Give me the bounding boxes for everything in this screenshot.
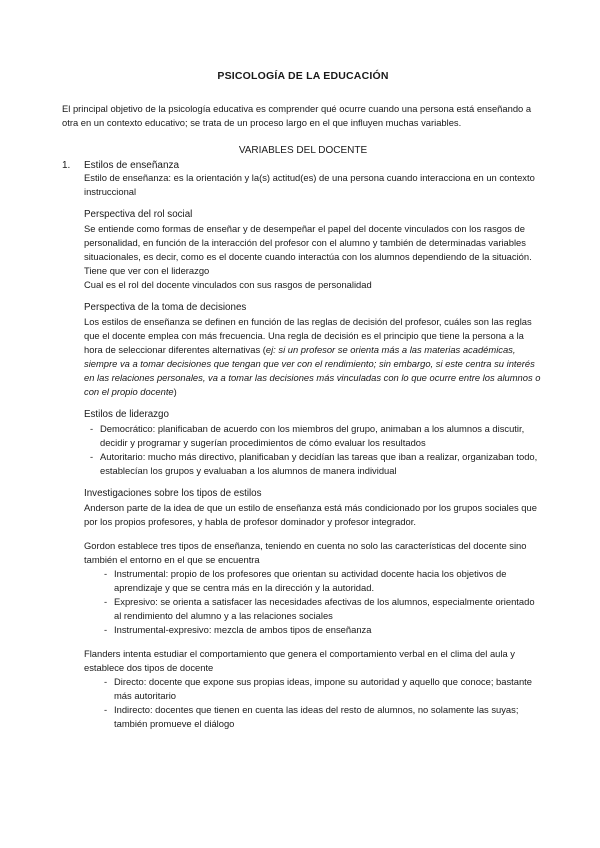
section-heading: VARIABLES DEL DOCENTE (238, 145, 368, 156)
list-item: - Instrumental: propio de los profesores que orientan su actividad docente hacia los objetivos de aprendizaje y que se centra más en la dirección y la autoridad. (104, 567, 544, 595)
leadership-list (84, 422, 544, 478)
item-title: Estilos de enseñanza (84, 160, 180, 171)
social-role-heading: Perspectiva del rol social (84, 209, 193, 220)
definition-paragraph: Estilo de enseñanza: es la orientación y la(s) actitud(es) de una persona cuando interacciona en un contexto instruccional (84, 172, 535, 197)
decision-close: ) (173, 386, 177, 397)
leadership-heading: Estilos de liderazgo (84, 409, 169, 420)
decision-example: ej: si un profesor se orienta más a las materias académicas, siempre va a tomar decisiones que tengan que ver con el rendimiento; sin embargo, si este centra su interés en las relaciones personales, va a tomar las decisiones más vinculadas con lo que ocurre entre los alumnos o con el propio docente (84, 344, 541, 397)
gordon-list (84, 567, 544, 637)
page-title: PSICOLOGÍA DE LA EDUCACIÓN (217, 70, 389, 82)
flanders-list (84, 675, 544, 731)
list-item: - Instrumental-expresivo: mezcla de ambos tipos de enseñanza (104, 623, 544, 637)
anderson-paragraph: Anderson parte de la idea de que un estilo de enseñanza está más condicionado por los grupos sociales que por los propios profesores, y habla de profesor dominador y profesor integrador. (84, 502, 537, 527)
list-item: - Expresivo: se orienta a satisfacer las necesidades afectivas de los alumnos, especialmente orientado al rendimiento del alumno y a las relaciones sociales (104, 595, 544, 623)
gordon-paragraph: Gordon establece tres tipos de enseñanza, teniendo en cuenta no solo las características del docente sino también el entorno en el que se encuentra (84, 540, 527, 565)
decision-paragraph (84, 315, 544, 399)
list-item: - Autoritario: mucho más directivo, planificaban y decidían las tareas que iban a realizar, organizaban todo, establecían los grupos y evaluaban a los alumnos de manera individual (90, 450, 544, 478)
social-role-paragraph: Se entiende como formas de enseñar y de desempeñar el papel del docente vinculados con los rasgos de personalidad, en función de la interacción del profesor con el alumno y también de determinadas variables situacionales, es decir, como es el docente cuando interactúa con los alumnos dependiendo de la situación. Tiene que ver con el liderazgo (84, 223, 532, 276)
intro-paragraph: El principal objetivo de la psicología educativa es comprender qué ocurre cuando una persona está enseñando a otra en un contexto educativo; se trata de un proceso largo en el que influyen muchas variables. (62, 103, 532, 128)
item-number: 1. (62, 160, 71, 171)
research-heading: Investigaciones sobre los tipos de estilos (84, 488, 262, 499)
decision-heading: Perspectiva de la toma de decisiones (84, 302, 247, 313)
numbered-item-1 (62, 160, 544, 171)
list-item: - Indirecto: docentes que tienen en cuenta las ideas del resto de alumnos, no solamente las suyas; también promueve el diálogo (104, 703, 544, 731)
list-item: - Democrático: planificaban de acuerdo con los miembros del grupo, animaban a los alumnos a discutir, decidir y programar y sugerían procedimientos de cómo evaluar los resultados (90, 422, 544, 450)
item-1-body (62, 171, 544, 731)
social-role-summary: Cual es el rol del docente vinculados con sus rasgos de personalidad (84, 279, 372, 290)
flanders-paragraph: Flanders intenta estudiar el comportamiento que genera el comportamiento verbal en el clima del aula y establece dos tipos de docente (84, 648, 515, 673)
list-item: - Directo: docente que expone sus propias ideas, impone su autoridad y aquello que conoce; bastante más autoritario (104, 675, 544, 703)
decision-text: Los estilos de enseñanza se definen en función de las reglas de decisión del profesor, cuáles son las reglas que el docente emplea con más frecuencia. Una regla de decisión es el principio que tiene la persona a la hora de seleccionar diferentes alternativas ( (84, 316, 532, 355)
